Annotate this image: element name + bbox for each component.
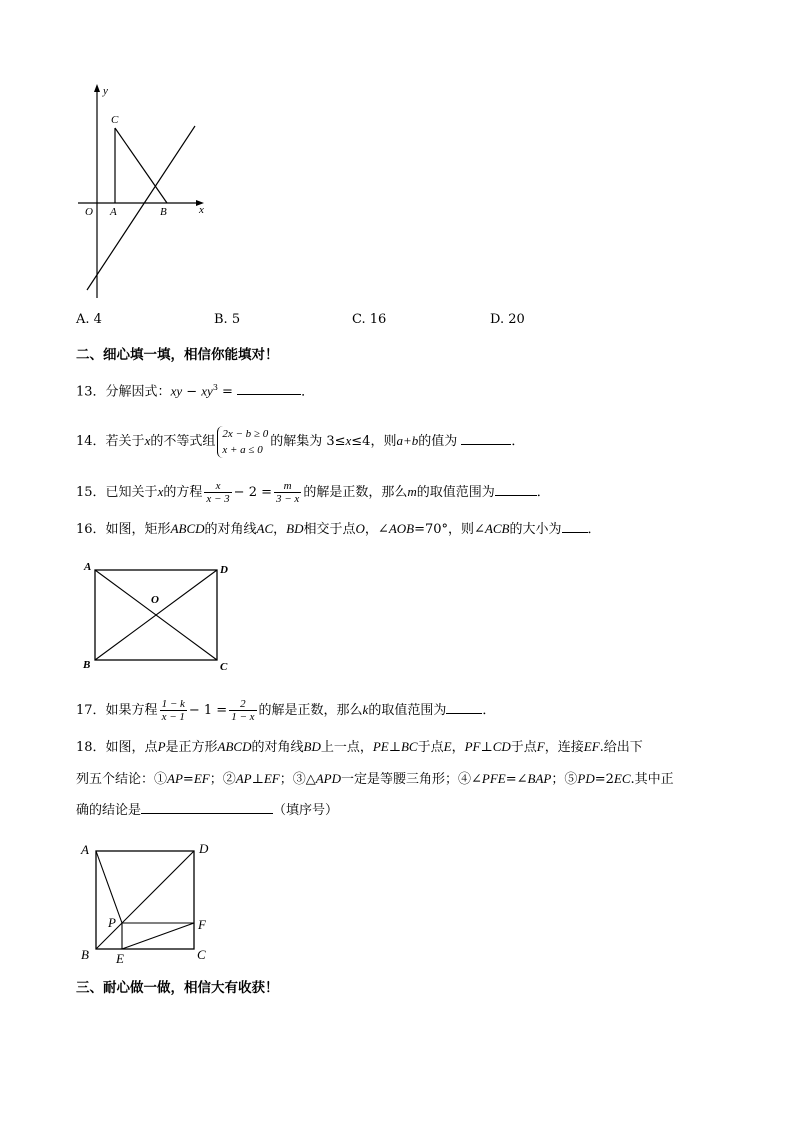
rect-label-b: B — [83, 659, 91, 671]
label-a: A — [110, 206, 117, 218]
question-18-line-2: 列五个结论：①AP=EF；②AP⊥EF；③△APD一定是等腰三角形；④∠PFE=∠BAP；⑤PD=2EC.其中正 — [76, 771, 674, 787]
coordinate-graph — [70, 78, 220, 308]
segment-ef — [122, 923, 194, 949]
label-x: x — [199, 204, 204, 216]
question-17: 17．如果方程 $\frac{1 - k}{x - 1}$ − 1 = $\frac{2}{1 - x}$ 的解是正数，那么k的取值范围为 ． — [76, 698, 496, 723]
answer-choices — [76, 311, 628, 329]
answer-blank-14[interactable] — [461, 432, 511, 445]
square-figure — [78, 838, 228, 968]
answer-blank-17[interactable] — [446, 701, 482, 714]
answer-blank-13[interactable] — [237, 382, 301, 395]
section-3-title: 三、耐心做一做，相信大有收获！ — [76, 980, 279, 996]
label-c: C — [111, 114, 119, 126]
rectangle-figure — [78, 558, 238, 673]
square-label-e: E — [116, 951, 124, 966]
inequality-system: 2x − b ≥ 0 x + a ≤ 0 — [217, 426, 268, 458]
answer-blank-15[interactable] — [495, 483, 537, 496]
choice-d[interactable]: D. 20 — [490, 312, 525, 327]
question-18-line-3: 确的结论是 （填序号） — [76, 803, 339, 818]
rect-label-c: C — [220, 661, 228, 673]
square-label-b: B — [81, 947, 89, 962]
answer-blank-18[interactable] — [141, 801, 273, 814]
choice-c[interactable]: C. 16 — [352, 312, 387, 327]
label-o: O — [85, 206, 93, 218]
square-label-f: F — [198, 917, 206, 932]
diagonal-bd — [96, 851, 194, 949]
label-b: B — [160, 206, 167, 218]
answer-blank-16[interactable] — [562, 520, 588, 533]
segment-cb — [115, 128, 167, 203]
rect-label-o: O — [151, 594, 159, 606]
label-y: y — [103, 85, 108, 97]
section-2-title: 二、细心填一填，相信你能填对！ — [76, 347, 279, 363]
question-13: 13．分解因式：xy − $xy^3$ = ． — [76, 383, 315, 400]
question-16: 16．如图，矩形ABCD的对角线AC，BD相交于点O，∠AOB=70°，则∠ACB的大小为 ． — [76, 521, 601, 537]
segment-ap — [96, 851, 122, 923]
question-14: 14．若关于x的不等式组 2x − b ≥ 0 x + a ≤ 0 的解集为 3≤x≤4，则a+b的值为 ． — [76, 427, 525, 456]
square-label-p: P — [108, 915, 116, 930]
square-label-d: D — [199, 841, 209, 856]
line-l — [87, 126, 195, 290]
y-axis-arrow — [94, 84, 100, 92]
rect-label-a: A — [84, 561, 92, 573]
choice-b[interactable]: B. 5 — [214, 312, 241, 327]
square-label-a: A — [81, 842, 89, 857]
choice-a[interactable]: A. 4 — [76, 312, 102, 327]
rect-label-d: D — [220, 564, 228, 576]
square-label-c: C — [197, 947, 206, 962]
question-15: 15．已知关于x的方程 $\frac{x}{x - 3}$ − 2 = $\frac{m}{3 - x}$ 的解是正数，那么m的取值范围为 ． — [76, 480, 550, 505]
question-18-line-1: 18．如图，点P是正方形ABCD的对角线BD上一点，PE⊥BC于点E，PF⊥CD于点F，连接EF.给出下 — [76, 739, 643, 755]
